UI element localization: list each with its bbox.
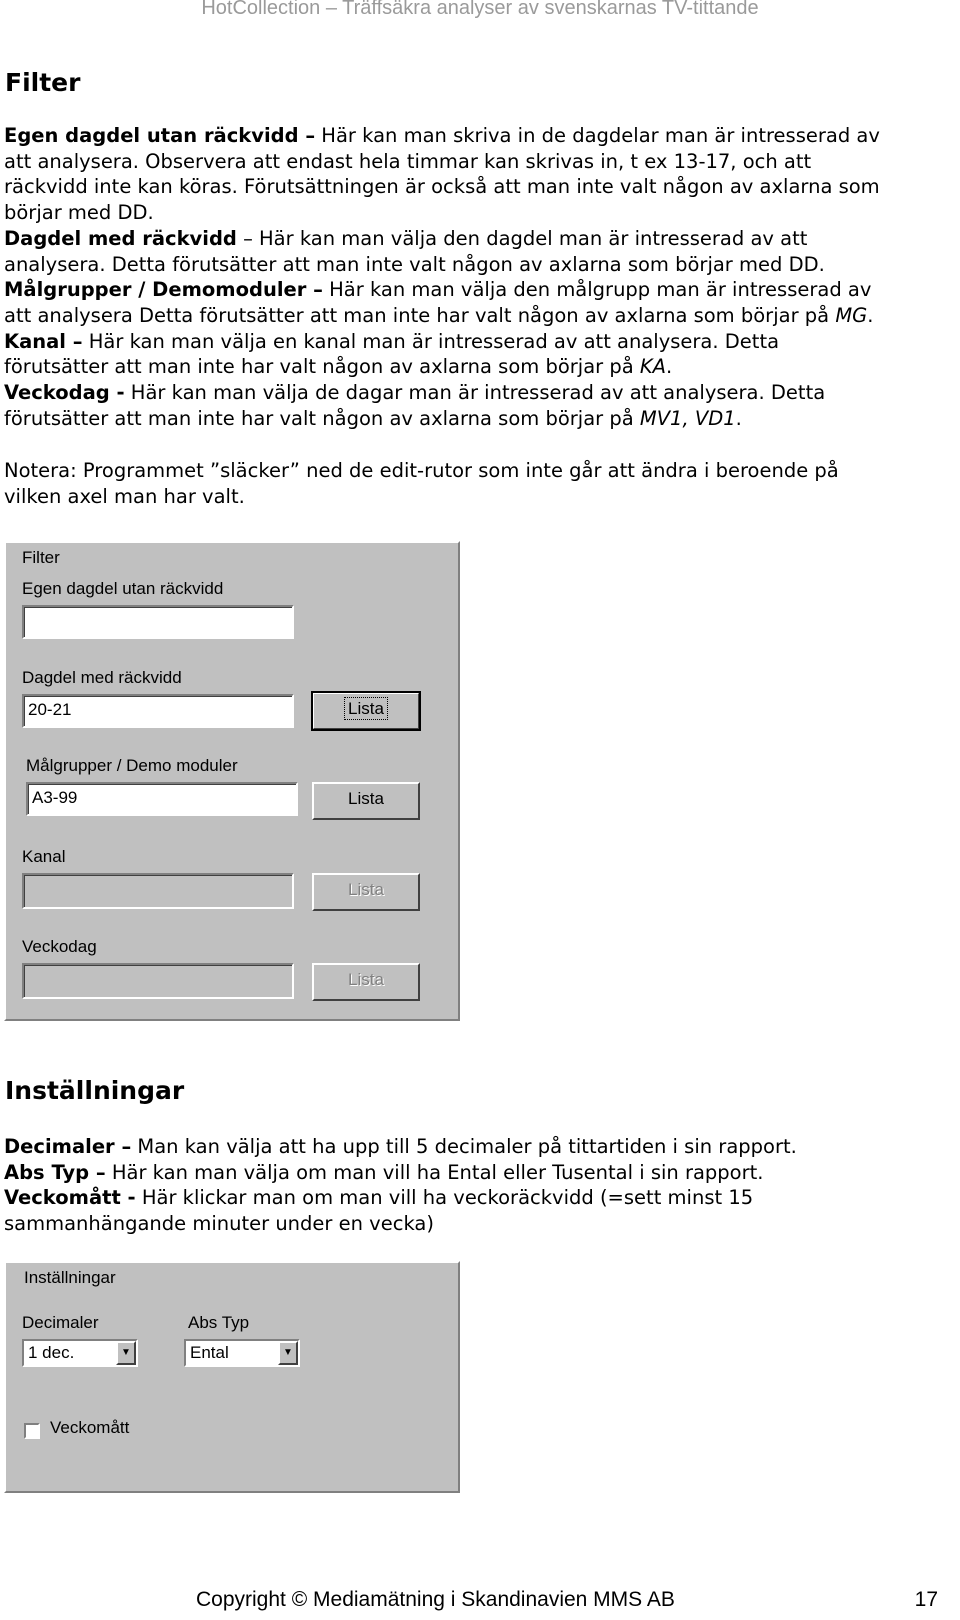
page-footer [0,1588,960,1616]
line-text: att analysera. Observera att endast hela timmar kan skrivas in, t ex 13-17, och att [4,149,812,173]
malgrupper-label: Målgrupper / Demo moduler [26,756,238,775]
axis-code: MG [835,303,868,327]
line-text: att analysera Detta förutsätter att man inte har valt någon av axlarna som börjar på [4,303,836,327]
abs-typ-value: Ental [190,1343,229,1362]
line-text: Man kan välja att ha upp till 5 decimaler på tittartiden i sin rapport. [131,1135,797,1158]
text-line [4,1160,954,1186]
settings-group-title: Inställningar [24,1268,116,1287]
term-label: Egen dagdel utan räckvidd – [4,124,316,147]
malgrupper-lista-label: Lista [348,789,384,808]
page-header: HotCollection – Träffsäkra analyser av svenskarnas TV-tittande [201,0,759,19]
text-line [4,174,954,200]
line-text: Här klickar man om man vill ha veckoräckvidd (=sett minst 15 [135,1186,754,1210]
filter-group-title: Filter [22,548,60,567]
line-tail: . [867,303,874,327]
term-label: Kanal – [4,329,83,353]
malgrupper-input[interactable]: A3-99 [26,782,298,816]
malgrupper-lista-button[interactable] [312,782,420,820]
note-line-1: Notera: Programmet ”släcker” ned de edit-rutor som inte går att ändra i beroende på [4,459,839,482]
axis-code: KA [639,355,667,379]
line-text: analysera. Detta förutsätter att man inte valt någon av axlarna som börjar med DD. [4,252,825,276]
line-text: Här kan man skriva in de dagdelar man är intresserad av [315,124,880,147]
abs-typ-label: Abs Typ [188,1313,250,1332]
veckomatt-label[interactable]: Veckomått [50,1418,130,1437]
kanal-label: Kanal [22,847,66,866]
decimaler-label: Decimaler [22,1313,99,1332]
dagdel-label: Dagdel med räckvidd [22,668,182,687]
dagdel-input[interactable]: 20-21 [22,694,294,728]
line-tail: . [666,355,673,379]
veckodag-input[interactable] [22,963,294,999]
kanal-lista-button[interactable] [312,873,420,911]
text-line [4,1185,954,1211]
decimaler-value: 1 dec. [28,1343,75,1362]
text-line [4,277,954,303]
text-line [4,303,954,329]
text-line [4,149,954,175]
term-label: Veckomått - [4,1186,136,1210]
settings-dialog [4,1261,460,1493]
note-line-2: vilken axel man har valt. [4,485,245,508]
text-line [4,380,954,406]
filter-heading: Filter [5,68,81,97]
egen-dagdel-label: Egen dagdel utan räckvidd [22,579,224,598]
kanal-lista-label: Lista [348,880,384,899]
text-line [4,200,954,226]
line-text: Här kan man välja den målgrupp man är intresserad av [322,278,872,302]
text-line [4,1134,954,1160]
line-text: förutsätter att man inte har valt någon av axlarna som börjar på [4,355,640,379]
egen-dagdel-input[interactable] [22,605,294,639]
decimaler-dropdown-arrow-icon[interactable]: ▼ [116,1341,136,1365]
line-text: räckvidd inte kan köras. Förutsättningen är också att man inte valt någon av axlarna som [4,175,880,199]
term-label: Målgrupper / Demomoduler – [4,278,323,302]
decimaler-select[interactable] [22,1339,138,1367]
term-label: Veckodag - [4,381,125,404]
line-text: – Här kan man välja den dagdel man är intresserad av att [236,226,808,250]
term-label: Dagdel med räckvidd [4,226,237,250]
filter-dialog [4,541,460,1021]
text-line [4,354,954,380]
line-text: Här kan man välja de dagar man är intresserad av att analysera. Detta [124,381,826,404]
text-line [4,329,954,355]
abs-typ-dropdown-arrow-icon[interactable]: ▼ [278,1341,298,1365]
dagdel-lista-button[interactable] [312,692,420,730]
copyright-text: Copyright © Mediamätning i Skandinavien MMS AB [196,1588,675,1611]
text-line [4,252,954,278]
page-number: 17 [914,1588,938,1611]
text-line [4,406,954,432]
text-line [4,226,954,252]
line-text: sammanhängande minuter under en vecka) [4,1212,434,1236]
dagdel-lista-label: Lista [348,699,384,718]
veckodag-lista-label: Lista [348,970,384,989]
settings-heading: Inställningar [5,1076,185,1105]
line-text: Här kan man välja en kanal man är intresserad av att analysera. Detta [82,329,780,353]
abs-typ-select[interactable] [184,1339,300,1367]
axis-code: MV1, VD1 [639,406,736,430]
term-label: Abs Typ – [4,1160,106,1184]
text-line [4,123,954,149]
veckomatt-checkbox[interactable] [24,1423,40,1439]
kanal-input[interactable] [22,873,294,909]
line-text: börjar med DD. [4,201,154,225]
veckodag-label: Veckodag [22,937,97,956]
veckodag-lista-button[interactable] [312,963,420,1001]
line-text: förutsätter att man inte har valt någon av axlarna som börjar på [4,406,640,430]
line-text: Här kan man välja om man vill ha Ental eller Tusental i sin rapport. [105,1160,764,1184]
text-line [4,1211,954,1237]
line-tail: . [735,406,742,430]
term-label: Decimaler – [4,1135,132,1158]
